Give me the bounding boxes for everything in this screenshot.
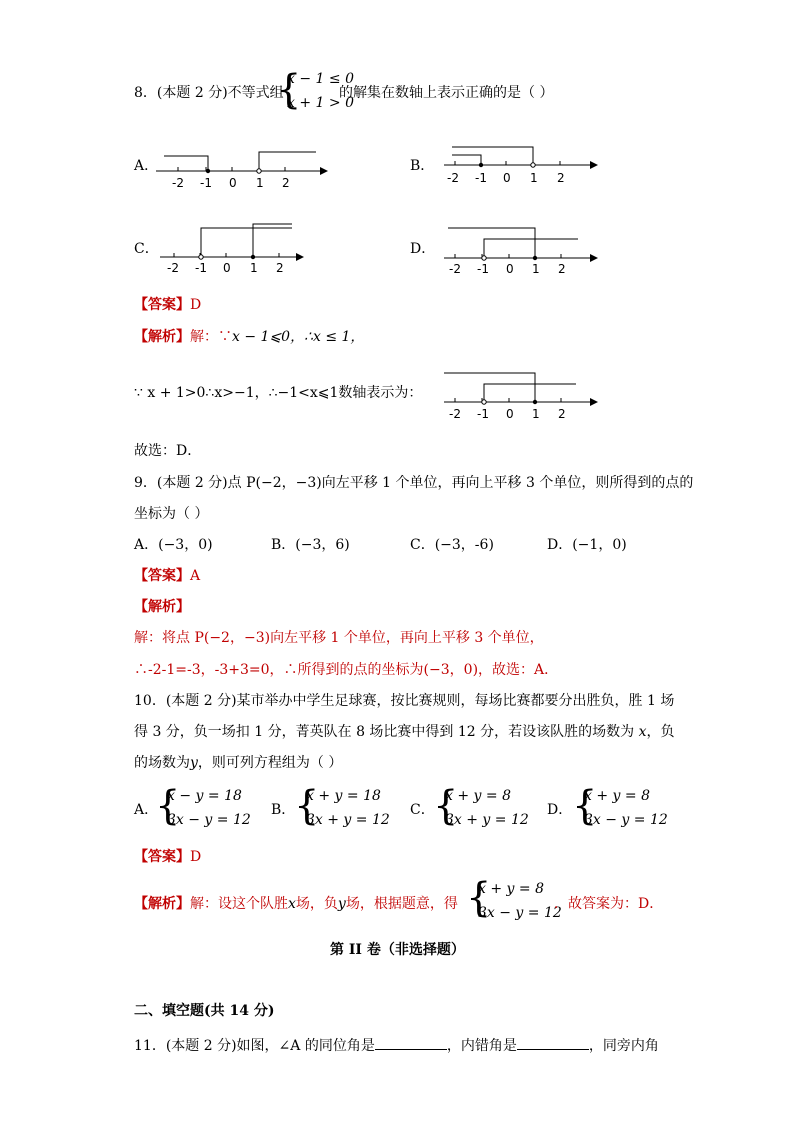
- analysis-text: 解：∵: [190, 329, 232, 345]
- tick-label: 0: [229, 176, 237, 190]
- number-line-b: [438, 140, 603, 190]
- q10-b-eq1: x + y = 18: [306, 788, 381, 804]
- q10-d-eq1: x + y = 8: [584, 788, 650, 804]
- answer-tag: 【答案】: [134, 568, 190, 584]
- tick-label: 2: [282, 176, 290, 190]
- tick-label: 2: [558, 407, 566, 421]
- q9-answer: [134, 569, 200, 583]
- analysis-text: 场，负: [295, 896, 338, 912]
- brace-symbol: {: [294, 783, 320, 829]
- answer-value: D: [190, 297, 202, 313]
- answer-blank[interactable]: [517, 1037, 589, 1050]
- q8-suffix: 的解集在数轴上表示正确的是（ ）: [339, 85, 554, 101]
- q8-answer: [134, 298, 201, 312]
- option-d-label: D．: [410, 241, 436, 257]
- number-line-solution: [440, 365, 610, 420]
- var-y: y: [337, 896, 346, 912]
- brace-symbol: {: [276, 67, 302, 113]
- analysis-text: 解：设这个队胜: [190, 896, 288, 912]
- q10-line1: 10．(本题 2 分)某市举办中学生足球赛，按比赛规则，每场比赛都要分出胜负，胜 1 场: [134, 693, 675, 709]
- tick-label: -1: [200, 176, 212, 190]
- q11-text: 11．(本题 2 分)如图，∠A 的同位角是: [134, 1038, 375, 1054]
- section-fill-title: 二、填空题(共 14 分): [134, 1003, 275, 1019]
- q10-d-eq2: 3x − y = 12: [584, 812, 668, 828]
- tick-label: 1: [530, 171, 538, 185]
- option-c-label: C．: [134, 241, 159, 257]
- q8-prefix: (本题 2 分)不等式组: [156, 85, 284, 101]
- tick-label: 1: [256, 176, 264, 190]
- tick-label: 1: [532, 407, 540, 421]
- q10-analysis-end: ．故答案为：D．: [554, 896, 664, 912]
- q10-analysis: [134, 897, 458, 911]
- tick-label: 0: [223, 261, 231, 275]
- q8-analysis-1: [134, 330, 364, 344]
- section-title: 第 II 卷（非选择题）: [330, 942, 465, 958]
- answer-tag: 【答案】: [134, 297, 190, 313]
- q9-option-b: B．(−3，6): [271, 537, 350, 553]
- number-line-a: [150, 145, 330, 190]
- tick-label: -2: [449, 262, 461, 276]
- tick-label: 1: [532, 262, 540, 276]
- q9-line2: 坐标为（ ）: [134, 506, 209, 522]
- brace-symbol: {: [466, 875, 492, 921]
- brace-symbol: {: [572, 783, 598, 829]
- q10-option-a-label: A．: [134, 802, 159, 818]
- option-a-label: A．: [134, 158, 159, 174]
- q10-line3: [134, 756, 342, 770]
- q10-analysis-eq1: x + y = 8: [478, 881, 544, 897]
- q9-analysis-2: ∴-2-1=-3，-3+3=0，∴所得到的点的坐标为(−3，0)，故选：A．: [134, 662, 559, 678]
- tick-label: 0: [506, 262, 514, 276]
- number-line-d: [440, 220, 605, 275]
- answer-tag: 【答案】: [134, 849, 190, 865]
- q8-analysis-2: ∵ x + 1>0∴x>−1，∴−1<x⩽1数轴表示为：: [134, 385, 423, 401]
- q10-text: ，负: [646, 724, 675, 740]
- q10-text: ，则可列方程组为（ ）: [197, 755, 343, 771]
- q10-option-c-label: C．: [410, 802, 435, 818]
- question-number: 8．: [134, 85, 157, 101]
- q10-b-eq2: 3x + y = 12: [306, 812, 390, 828]
- q11-text: ，同旁内角: [588, 1038, 659, 1054]
- q10-text: 的场数为: [134, 755, 190, 771]
- q8-sys-line2: x + 1 > 0: [287, 95, 354, 111]
- q10-a-eq1: x − y = 18: [167, 788, 242, 804]
- q10-line2: [134, 725, 675, 739]
- brace-symbol: {: [433, 783, 459, 829]
- tick-label: -2: [447, 171, 459, 185]
- q10-a-eq2: 3x − y = 12: [167, 812, 251, 828]
- tick-label: -2: [167, 261, 179, 275]
- q9-line1: 9．(本题 2 分)点 P(−2，−3)向左平移 1 个单位，再向上平移 3 个单位，则所得到的点的: [134, 475, 694, 491]
- q9-analysis-tag: 【解析】: [134, 599, 190, 615]
- analysis-text: 场，根据题意，得: [345, 896, 458, 912]
- answer-blank[interactable]: [375, 1037, 447, 1050]
- q9-option-d: D．(−1，0): [547, 537, 627, 553]
- answer-value: A: [190, 568, 201, 584]
- q11-stem: [134, 1037, 659, 1053]
- q10-answer: [134, 850, 201, 864]
- analysis-tag: 【解析】: [134, 896, 190, 912]
- number-line-c: [158, 220, 308, 275]
- tick-label: -1: [475, 171, 487, 185]
- tick-label: -2: [172, 176, 184, 190]
- option-b-label: B．: [410, 158, 435, 174]
- tick-label: -1: [477, 407, 489, 421]
- tick-label: 2: [558, 262, 566, 276]
- q10-c-eq1: x + y = 8: [445, 788, 511, 804]
- tick-label: -1: [477, 262, 489, 276]
- q8-conclusion: 故选：D．: [134, 443, 202, 459]
- q10-text: 得 3 分，负一场扣 1 分，菁英队在 8 场比赛中得到 12 分，若设该队胜的场数为: [134, 724, 635, 740]
- brace-symbol: {: [155, 783, 181, 829]
- q9-option-c: C．(−3，-6): [410, 537, 494, 553]
- q8-sys-line1: x − 1 ≤ 0: [287, 71, 354, 87]
- analysis-tag: 【解析】: [134, 329, 190, 345]
- q10-option-d-label: D．: [547, 802, 573, 818]
- q9-option-a: A．(−3，0): [134, 537, 213, 553]
- q11-text: ，内错角是: [446, 1038, 517, 1054]
- var-x: x: [638, 724, 647, 740]
- q8-stem: [134, 86, 284, 100]
- q10-analysis-eq2: 3x − y = 12: [478, 905, 562, 921]
- tick-label: 0: [503, 171, 511, 185]
- q9-analysis-1: 解：将点 P(−2，−3)向左平移 1 个单位，再向上平移 3 个单位，: [134, 630, 544, 646]
- q10-option-b-label: B．: [271, 802, 296, 818]
- tick-label: 2: [276, 261, 284, 275]
- analysis-math: x − 1⩽0，∴x ≤ 1，: [232, 329, 365, 345]
- var-x: x: [288, 896, 296, 912]
- tick-label: -2: [449, 407, 461, 421]
- tick-label: 2: [557, 171, 565, 185]
- tick-label: -1: [195, 261, 207, 275]
- answer-value: D: [190, 849, 202, 865]
- tick-label: 0: [506, 407, 514, 421]
- tick-label: 1: [250, 261, 258, 275]
- q10-c-eq2: 3x + y = 12: [445, 812, 529, 828]
- var-y: y: [190, 755, 198, 771]
